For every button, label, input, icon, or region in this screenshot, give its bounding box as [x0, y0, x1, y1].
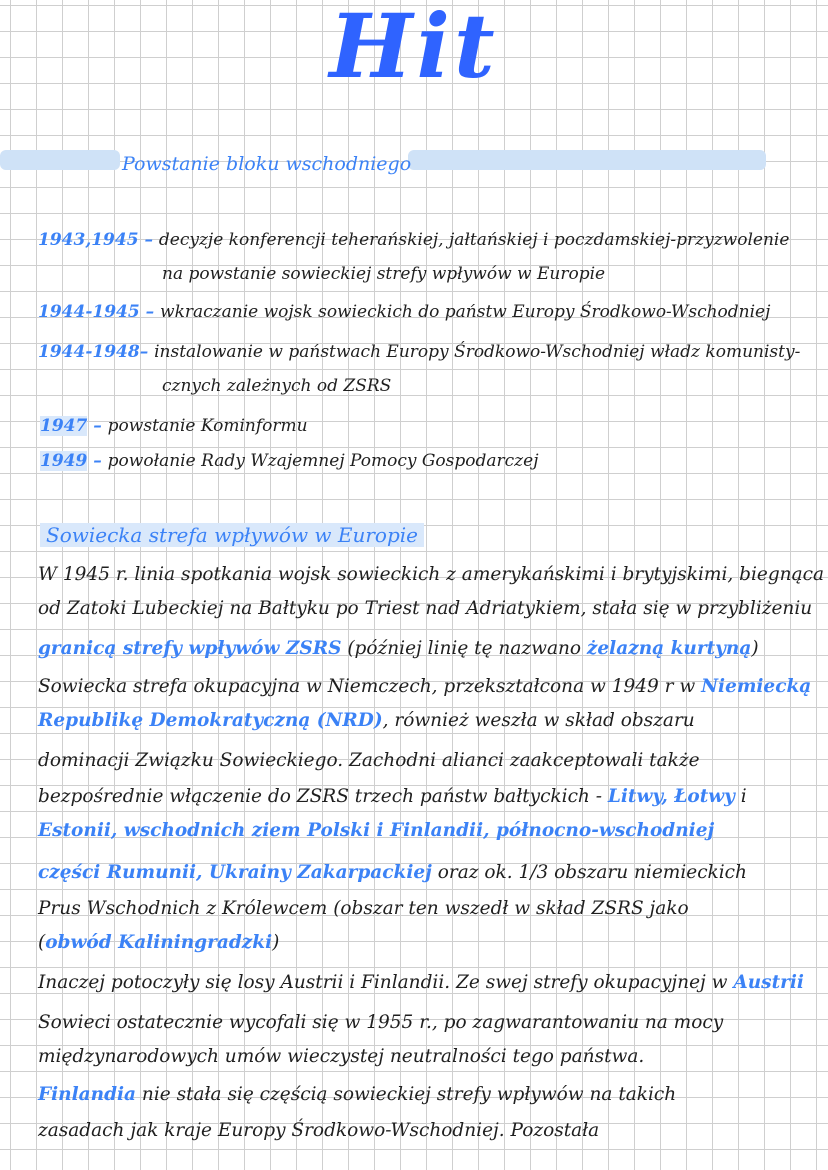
timeline-text: powstanie Kominformu [107, 416, 308, 436]
text: , również weszła w skład obszaru [382, 710, 695, 731]
highlight-term: Republikę Demokratyczną (NRD) [38, 710, 383, 731]
paragraph-line [38, 820, 714, 841]
page-title: Hit [329, 0, 499, 98]
text: międzynarodowych umów wieczystej neutralności tego państwa. [38, 1046, 645, 1067]
section-highlight-right [408, 150, 766, 170]
highlight-term: Litwy, Łotwy [607, 786, 735, 807]
paragraph-line [38, 676, 811, 697]
highlight-term: Austrii [733, 972, 804, 993]
text: oraz ok. 1/3 obszaru niemieckich [431, 862, 747, 883]
timeline-text: instalowanie w państwach Europy Środkowo-Wschodniej władz komunisty- [154, 342, 801, 362]
text: od Zatoki Lubeckiej na Bałtyku po Triest nad Adriatykiem, stała się w przybliżeniu [38, 598, 813, 619]
timeline-text: wkraczanie wojsk sowieckich do państw Europy Środkowo-Wschodniej [160, 302, 771, 322]
timeline-text: decyzje konferencji teherańskiej, jałtańskiej i poczdamskiej-przyzwolenie [158, 230, 790, 250]
paragraph-line [38, 638, 759, 659]
text: nie stała się częścią sowieckiej strefy wpływów na takich [136, 1084, 677, 1105]
section-highlight-left [0, 150, 120, 170]
paragraph-line [38, 898, 689, 919]
timeline-item-continued [162, 376, 391, 396]
timeline-item [38, 302, 770, 322]
timeline-item-continued [162, 264, 605, 284]
text: ( [38, 932, 46, 953]
text: Sowieci ostatecznie wycofali się w 1955 r., po zagwarantowaniu na mocy [38, 1012, 724, 1033]
text: Prus Wschodnich z Królewcem (obszar ten wszedł w skład ZSRS jako [38, 898, 689, 919]
timeline-text: cznych zależnych od ZSRS [162, 376, 392, 396]
section-heading-eastern-bloc: Powstanie bloku wschodniego [122, 153, 412, 175]
timeline-dash: – [138, 230, 159, 250]
paragraph-line [38, 786, 747, 807]
text: bezpośrednie włączenie do ZSRS trzech państw bałtyckich - [38, 786, 608, 807]
paragraph-line [38, 972, 804, 993]
highlight-term: Niemiecką [701, 676, 812, 697]
timeline-date: 1949 [40, 451, 88, 471]
paragraph-line [38, 1046, 644, 1067]
highlight-term: Finlandia [38, 1084, 137, 1105]
timeline-dash: – [139, 342, 155, 362]
timeline-date: 1944-1948 [38, 342, 140, 362]
paragraph-line [38, 932, 279, 953]
highlight-term: granicą strefy wpływów ZSRS [38, 638, 342, 659]
timeline-dash: – [87, 451, 108, 471]
timeline-item [38, 230, 789, 250]
paragraph-line [38, 1084, 676, 1105]
text: dominacji Związku Sowieckiego. Zachodni alianci zaakceptowali także [38, 750, 700, 771]
timeline-date: 1943,1945 [38, 230, 139, 250]
text: (później linię tę nazwano [341, 638, 587, 659]
text: ) [751, 638, 759, 659]
highlight-term: obwód Kaliningradzki [45, 932, 273, 953]
paragraph-line [38, 1120, 599, 1141]
paragraph-line [38, 862, 747, 883]
timeline-date: 1944-1945 [38, 302, 140, 322]
timeline-item [38, 342, 800, 362]
text: Sowiecka strefa okupacyjna w Niemczech, przekształcona w 1949 r w [38, 676, 702, 697]
timeline-item [40, 416, 308, 436]
text: Inaczej potoczyły się losy Austrii i Finlandii. Ze swej strefy okupacyjnej w [38, 972, 734, 993]
timeline-text: na powstanie sowieckiej strefy wpływów w Europie [162, 264, 606, 284]
timeline-text: powołanie Rady Wzajemnej Pomocy Gospodarczej [107, 451, 539, 471]
paragraph-line [38, 710, 695, 731]
timeline-item [40, 451, 538, 471]
highlight-term: części Rumunii, Ukrainy Zakarpackiej [38, 862, 432, 883]
highlight-term: żelazną kurtyną [586, 638, 752, 659]
timeline-dash: – [139, 302, 161, 322]
paragraph-line [38, 598, 812, 619]
timeline-date: 1947 [40, 416, 88, 436]
paragraph-line [38, 564, 824, 585]
text: i [734, 786, 747, 807]
text: W 1945 r. linia spotkania wojsk sowieckich z amerykańskimi i brytyjskimi, biegnąca [38, 564, 825, 585]
text: zasadach jak kraje Europy Środkowo-Wschodniej. Pozostała [38, 1120, 600, 1141]
highlight-term: Estonii, wschodnich ziem Polski i Finlandii, północno-wschodniej [38, 820, 715, 841]
paragraph-line [38, 1012, 723, 1033]
paragraph-line [38, 750, 700, 771]
section-heading-soviet-sphere: Sowiecka strefa wpływów w Europie [40, 523, 424, 547]
timeline-dash: – [87, 416, 108, 436]
text: ) [272, 932, 280, 953]
